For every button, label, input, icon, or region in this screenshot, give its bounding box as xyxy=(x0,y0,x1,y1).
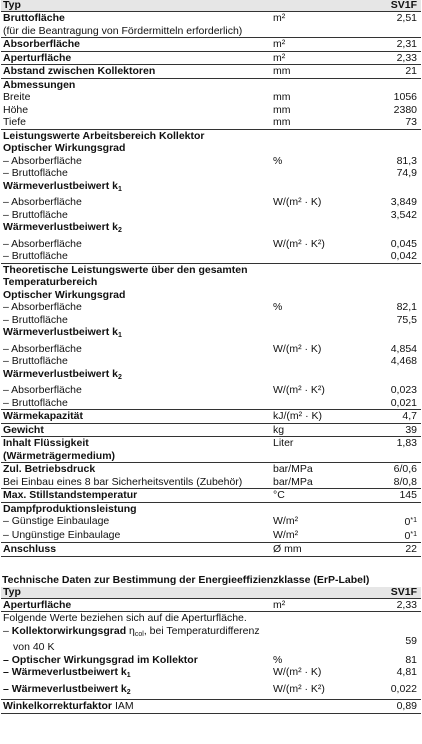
erp-row-apertur: Aperturfläche m² 2,33 xyxy=(1,598,421,612)
row-theo-k2-brutto: – Bruttofläche 0,021 xyxy=(1,397,421,410)
row-aperturflaeche: Aperturfläche m² 2,33 xyxy=(1,51,421,65)
row-theo-1: Theoretische Leistungswerte über den gesamten xyxy=(3,263,248,276)
row-opt-brutto: – Bruttofläche 74,9 xyxy=(3,167,417,179)
row-k1: Wärmeverlustbeiwert $k_1$ xyxy=(3,179,122,193)
row-brutto-note: (für die Beantragung von Fördermitteln erforderlich) xyxy=(1,25,421,38)
row-theo-k2: Wärmeverlustbeiwert $k_2$ xyxy=(3,367,122,381)
row-k1-brutto: – Bruttofläche 3,542 xyxy=(3,208,417,221)
row-k1-absorber: – Absorberfläche W/(m² · K) 3,849 xyxy=(3,196,417,208)
row-dampf: Dampfproduktionsleistung xyxy=(3,502,137,515)
row-absorberflaeche: Absorberfläche m² 2,31 xyxy=(1,38,421,52)
row-bruttoflaeche: Bruttofläche m² 2,51 xyxy=(3,12,417,24)
erp-row-iam: Winkelkorrekturfaktor IAM 0,89 xyxy=(1,700,421,714)
row-theo-k2-absorber: – Absorberfläche W/(m² · K²) 0,023 xyxy=(3,384,417,396)
row-unguenstig: – Ungünstige Einbaulage W/m² 0$^{*1}$ xyxy=(1,529,421,543)
row-waermekapazitaet: Wärmekapazität kJ/(m² · K) 4,7 xyxy=(1,410,421,424)
row-anschluss: Anschluss Ø mm 22 xyxy=(1,543,421,557)
row-opt-absorber: – Absorberfläche % 81,3 xyxy=(3,154,417,167)
row-betriebsdruck: Zul. Betriebsdruck bar/MPa 6/0,6 xyxy=(3,463,417,475)
erp-header: Typ SV1F xyxy=(1,587,421,599)
row-k2-absorber: – Absorberfläche W/(m² · K²) 0,045 xyxy=(3,237,417,250)
erp-row-kwg-2: von 40 K 59 xyxy=(13,635,417,653)
row-leistung: Leistungswerte Arbeitsbereich Kollektor xyxy=(3,129,205,142)
row-k2: Wärmeverlustbeiwert $k_2$ xyxy=(3,221,122,234)
row-gewicht: Gewicht kg 39 xyxy=(1,423,421,437)
row-stillstand: Max. Stillstandstemperatur °C 145 xyxy=(1,489,421,503)
row-abmessungen: Abmessungen xyxy=(3,78,76,91)
row-guenstig: – Günstige Einbaulage W/m² 0$^{*1}$ xyxy=(3,515,417,528)
row-inhalt: Inhalt Flüssigkeit Liter 1,83 xyxy=(3,437,417,449)
row-optisch: Optischer Wirkungsgrad xyxy=(3,142,126,154)
col-typ: Typ xyxy=(1,0,271,12)
table-header xyxy=(1,0,421,12)
row-inhalt-2: (Wärmeträgermedium) xyxy=(1,450,421,463)
row-theo-opt-absorber: – Absorberfläche % 82,1 xyxy=(3,301,417,313)
row-theo-k1: Wärmeverlustbeiwert $k_1$ xyxy=(3,326,122,339)
erp-table xyxy=(1,587,421,714)
row-theo-opt-brutto: – Bruttofläche 75,5 xyxy=(3,313,417,326)
row-breite: Breite mm 1056 xyxy=(3,91,417,103)
row-k2-brutto: – Bruttofläche 0,042 xyxy=(1,250,421,263)
erp-row-folgende: Folgende Werte beziehen sich auf die Aperturfläche. xyxy=(3,612,247,624)
row-theo-2: Temperaturbereich xyxy=(3,276,98,288)
row-tiefe: Tiefe mm 73 xyxy=(1,116,421,129)
erp-row-kwg: – Kollektorwirkungsgrad $\eta_{col}$, bei Temperaturdifferenz xyxy=(3,624,260,638)
col-model: SV1F xyxy=(366,0,421,12)
erp-title: Technische Daten zur Bestimmung der Energieeffizienzklasse (ErP-Label) xyxy=(2,573,370,586)
erp-row-k2: – Wärmeverlustbeiwert $k_2$ W/(m² · K²) 0,022 xyxy=(1,683,421,700)
row-hoehe: Höhe mm 2380 xyxy=(3,103,417,116)
erp-row-optisch: – Optischer Wirkungsgrad im Kollektor % 81 xyxy=(3,653,417,666)
row-theo-k1-absorber: – Absorberfläche W/(m² · K) 4,854 xyxy=(3,342,417,355)
row-einbau: Bei Einbau eines 8 bar Sicherheitsventils (Zubehör) bar/MPa 8/0,8 xyxy=(1,476,421,489)
erp-row-k1: – Wärmeverlustbeiwert $k_1$ W/(m² · K) 4,81 xyxy=(3,666,417,679)
row-theo-k1-brutto: – Bruttofläche 4,468 xyxy=(3,355,417,367)
row-abstand: Abstand zwischen Kollektoren mm 21 xyxy=(1,65,421,79)
row-theo-optisch: Optischer Wirkungsgrad xyxy=(3,288,126,301)
spec-table xyxy=(1,0,421,557)
